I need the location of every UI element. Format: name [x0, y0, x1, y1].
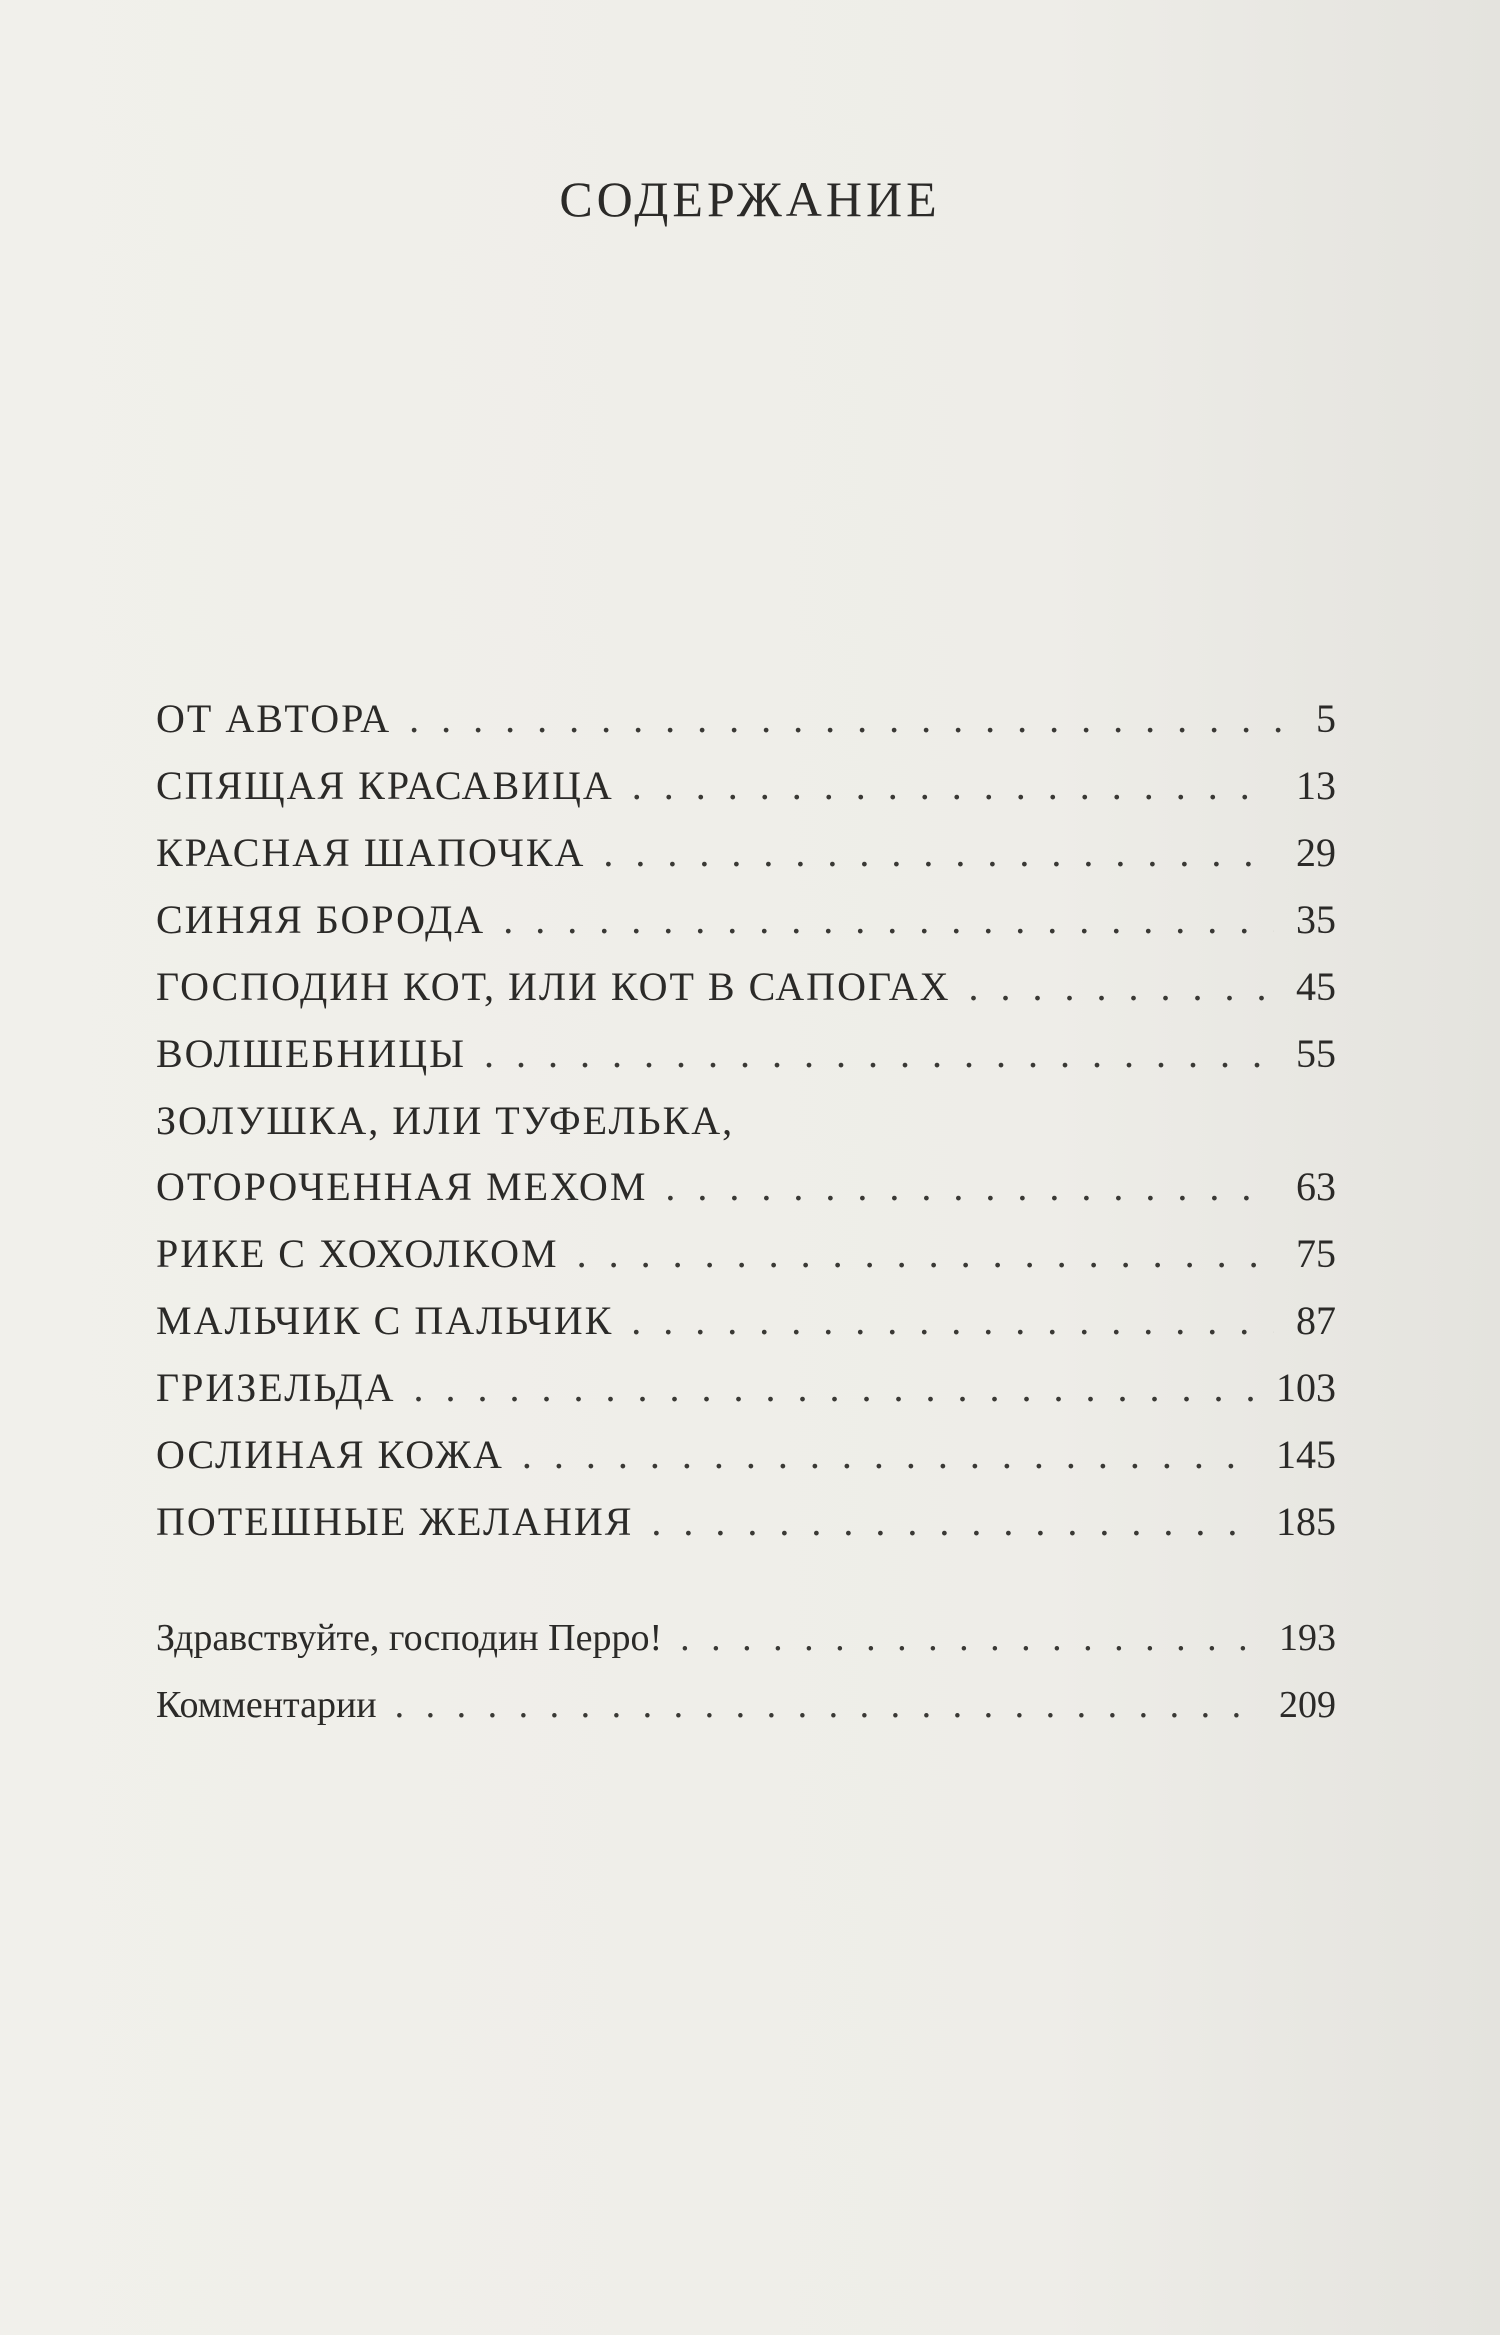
dot-leader — [631, 1287, 1274, 1354]
toc-entry-page: 145 — [1276, 1432, 1336, 1477]
toc-entry — [156, 1488, 1336, 1555]
toc-entry — [156, 1089, 1336, 1220]
toc-entry-title: МАЛЬЧИК С ПАЛЬЧИК — [156, 1298, 614, 1343]
toc-entry-page: 29 — [1296, 830, 1336, 875]
toc-entry-page: 185 — [1276, 1499, 1336, 1544]
dot-leader — [503, 886, 1274, 953]
toc-entry-page: 103 — [1276, 1365, 1336, 1410]
back-matter-title: Комментарии — [156, 1684, 377, 1726]
dot-leader — [522, 1421, 1254, 1488]
dot-leader — [632, 752, 1274, 819]
back-matter-entry — [156, 1672, 1336, 1739]
back-matter-entry — [156, 1605, 1336, 1672]
toc-entry — [156, 886, 1336, 953]
toc-entry — [156, 1220, 1336, 1287]
back-matter-page: 193 — [1279, 1617, 1336, 1659]
toc-entry-title: ОТОРОЧЕННАЯ МЕХОМ — [156, 1164, 648, 1209]
dot-leader — [484, 1020, 1274, 1087]
toc-entry-title: СИНЯЯ БОРОДА — [156, 897, 486, 942]
toc-entry — [156, 1287, 1336, 1354]
table-of-contents — [156, 685, 1336, 1555]
dot-leader — [603, 819, 1274, 886]
dot-leader — [665, 1153, 1274, 1220]
toc-entry — [156, 685, 1336, 752]
dot-leader — [414, 1354, 1254, 1421]
toc-entry-title: СПЯЩАЯ КРАСАВИЦА — [156, 763, 614, 808]
toc-entry-title: КРАСНАЯ ШАПОЧКА — [156, 830, 586, 875]
toc-entry-page: 45 — [1296, 964, 1336, 1009]
toc-entry-title: ГОСПОДИН КОТ, ИЛИ КОТ В САПОГАХ — [156, 964, 951, 1009]
toc-entry-page: 87 — [1296, 1298, 1336, 1343]
back-matter-list — [156, 1605, 1336, 1739]
toc-entry — [156, 752, 1336, 819]
back-matter-title: Здравствуйте, господин Перро! — [156, 1617, 663, 1659]
toc-entry-title: ПОТЕШНЫЕ ЖЕЛАНИЯ — [156, 1499, 634, 1544]
toc-entry-page: 35 — [1296, 897, 1336, 942]
page-title: СОДЕРЖАНИЕ — [559, 171, 941, 227]
toc-entry-page: 55 — [1296, 1031, 1336, 1076]
toc-entry — [156, 819, 1336, 886]
toc-entry-page: 75 — [1296, 1231, 1336, 1276]
toc-entry-page: 5 — [1316, 696, 1336, 741]
toc-entry-title: ГРИЗЕЛЬДА — [156, 1365, 396, 1410]
back-matter-page: 209 — [1279, 1684, 1336, 1726]
toc-entry — [156, 1421, 1336, 1488]
dot-leader — [651, 1488, 1254, 1555]
dot-leader — [409, 685, 1294, 752]
dot-leader — [395, 1672, 1257, 1739]
toc-entry-title: ОТ АВТОРА — [156, 696, 392, 741]
toc-entry-title: ВОЛШЕБНИЦЫ — [156, 1031, 466, 1076]
dot-leader — [680, 1605, 1257, 1672]
toc-entry-page: 63 — [1296, 1164, 1336, 1209]
toc-entry-title-line1: ЗОЛУШКА, ИЛИ ТУФЕЛЬКА, — [156, 1098, 735, 1143]
toc-entry-title: ОСЛИНАЯ КОЖА — [156, 1432, 504, 1477]
dot-leader — [577, 1220, 1274, 1287]
toc-entry — [156, 1354, 1336, 1421]
toc-entry-title: РИКЕ С ХОХОЛКОМ — [156, 1231, 559, 1276]
toc-entry — [156, 1020, 1336, 1087]
toc-entry-page: 13 — [1296, 763, 1336, 808]
dot-leader — [969, 953, 1275, 1020]
toc-entry — [156, 953, 1336, 1020]
